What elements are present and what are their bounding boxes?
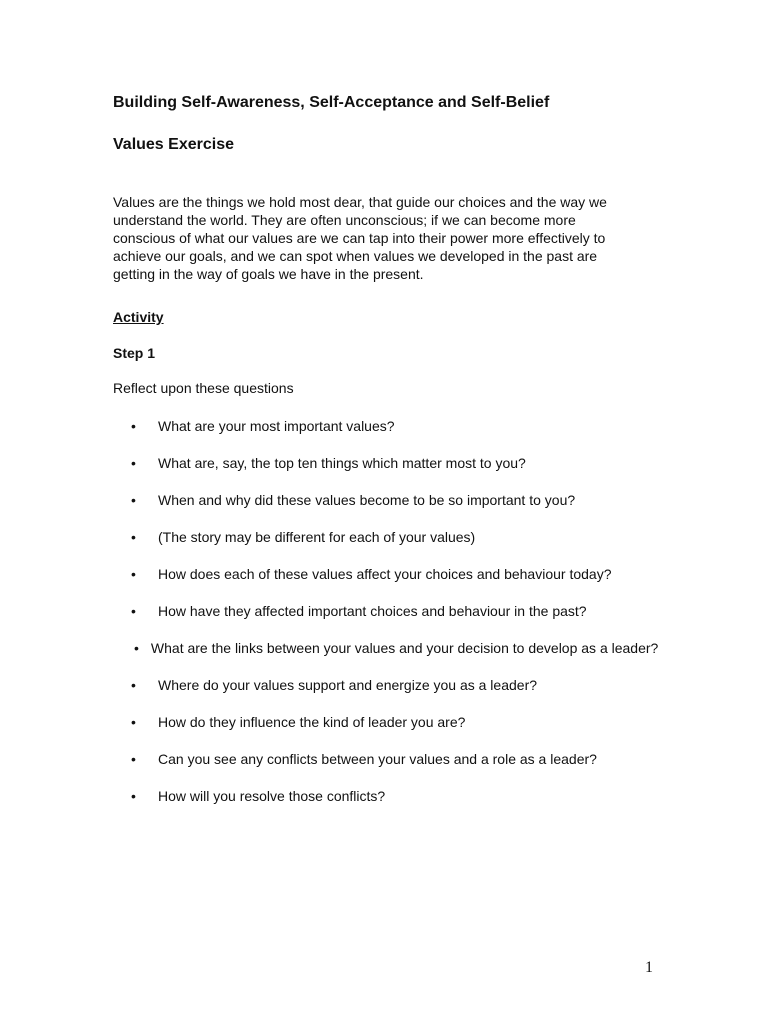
bullet-icon: • — [131, 529, 136, 545]
question-text: How do they influence the kind of leader you are? — [158, 714, 466, 730]
list-item — [113, 713, 673, 731]
question-text: What are the links between your values and your decision to develop as a leader? — [150, 640, 659, 656]
bullet-icon: • — [131, 603, 136, 619]
bullet-icon: • — [134, 640, 139, 656]
page-number: 1 — [645, 959, 653, 976]
question-text: How does each of these values affect your choices and behaviour today? — [158, 566, 612, 582]
bullet-icon: • — [131, 677, 136, 693]
question-text: What are, say, the top ten things which matter most to you? — [158, 455, 526, 471]
question-list — [113, 417, 673, 824]
list-item — [113, 676, 673, 694]
question-text: How have they affected important choices and behaviour in the past? — [158, 603, 587, 619]
document-subtitle: Values Exercise — [113, 136, 234, 153]
step-heading: Step 1 — [113, 345, 156, 361]
list-item — [113, 639, 673, 657]
question-text: How will you resolve those conflicts? — [158, 788, 386, 804]
intro-line: getting in the way of goals we have in the present. — [113, 266, 424, 282]
bullet-icon: • — [131, 788, 136, 804]
intro-line: achieve our goals, and we can spot when values we developed in the past are — [113, 248, 598, 264]
list-item — [113, 491, 673, 509]
document-title: Building Self-Awareness, Self-Acceptance and Self-Belief — [113, 94, 550, 111]
list-item — [113, 602, 673, 620]
bullet-icon: • — [131, 492, 136, 508]
intro-line: understand the world. They are often unconscious; if we can become more — [113, 212, 576, 228]
bullet-icon: • — [131, 714, 136, 730]
question-text: Can you see any conflicts between your values and a role as a leader? — [158, 751, 597, 767]
list-item — [113, 528, 673, 546]
question-text: What are your most important values? — [158, 418, 395, 434]
bullet-icon: • — [131, 566, 136, 582]
list-item — [113, 750, 673, 768]
intro-line: Values are the things we hold most dear, that guide our choices and the way we — [113, 194, 607, 210]
bullet-icon: • — [131, 751, 136, 767]
intro-paragraph — [113, 193, 653, 283]
intro-line: conscious of what our values are we can tap into their power more effectively to — [113, 230, 606, 246]
bullet-icon: • — [131, 418, 136, 434]
question-text: When and why did these values become to be so important to you? — [158, 492, 576, 508]
list-item — [113, 787, 673, 805]
reflect-instruction: Reflect upon these questions — [113, 380, 294, 396]
list-item — [113, 565, 673, 583]
question-text: (The story may be different for each of your values) — [158, 529, 476, 545]
bullet-icon: • — [131, 455, 136, 471]
list-item — [113, 417, 673, 435]
question-text: Where do your values support and energize you as a leader? — [158, 677, 538, 693]
activity-heading: Activity — [113, 309, 164, 325]
list-item — [113, 454, 673, 472]
